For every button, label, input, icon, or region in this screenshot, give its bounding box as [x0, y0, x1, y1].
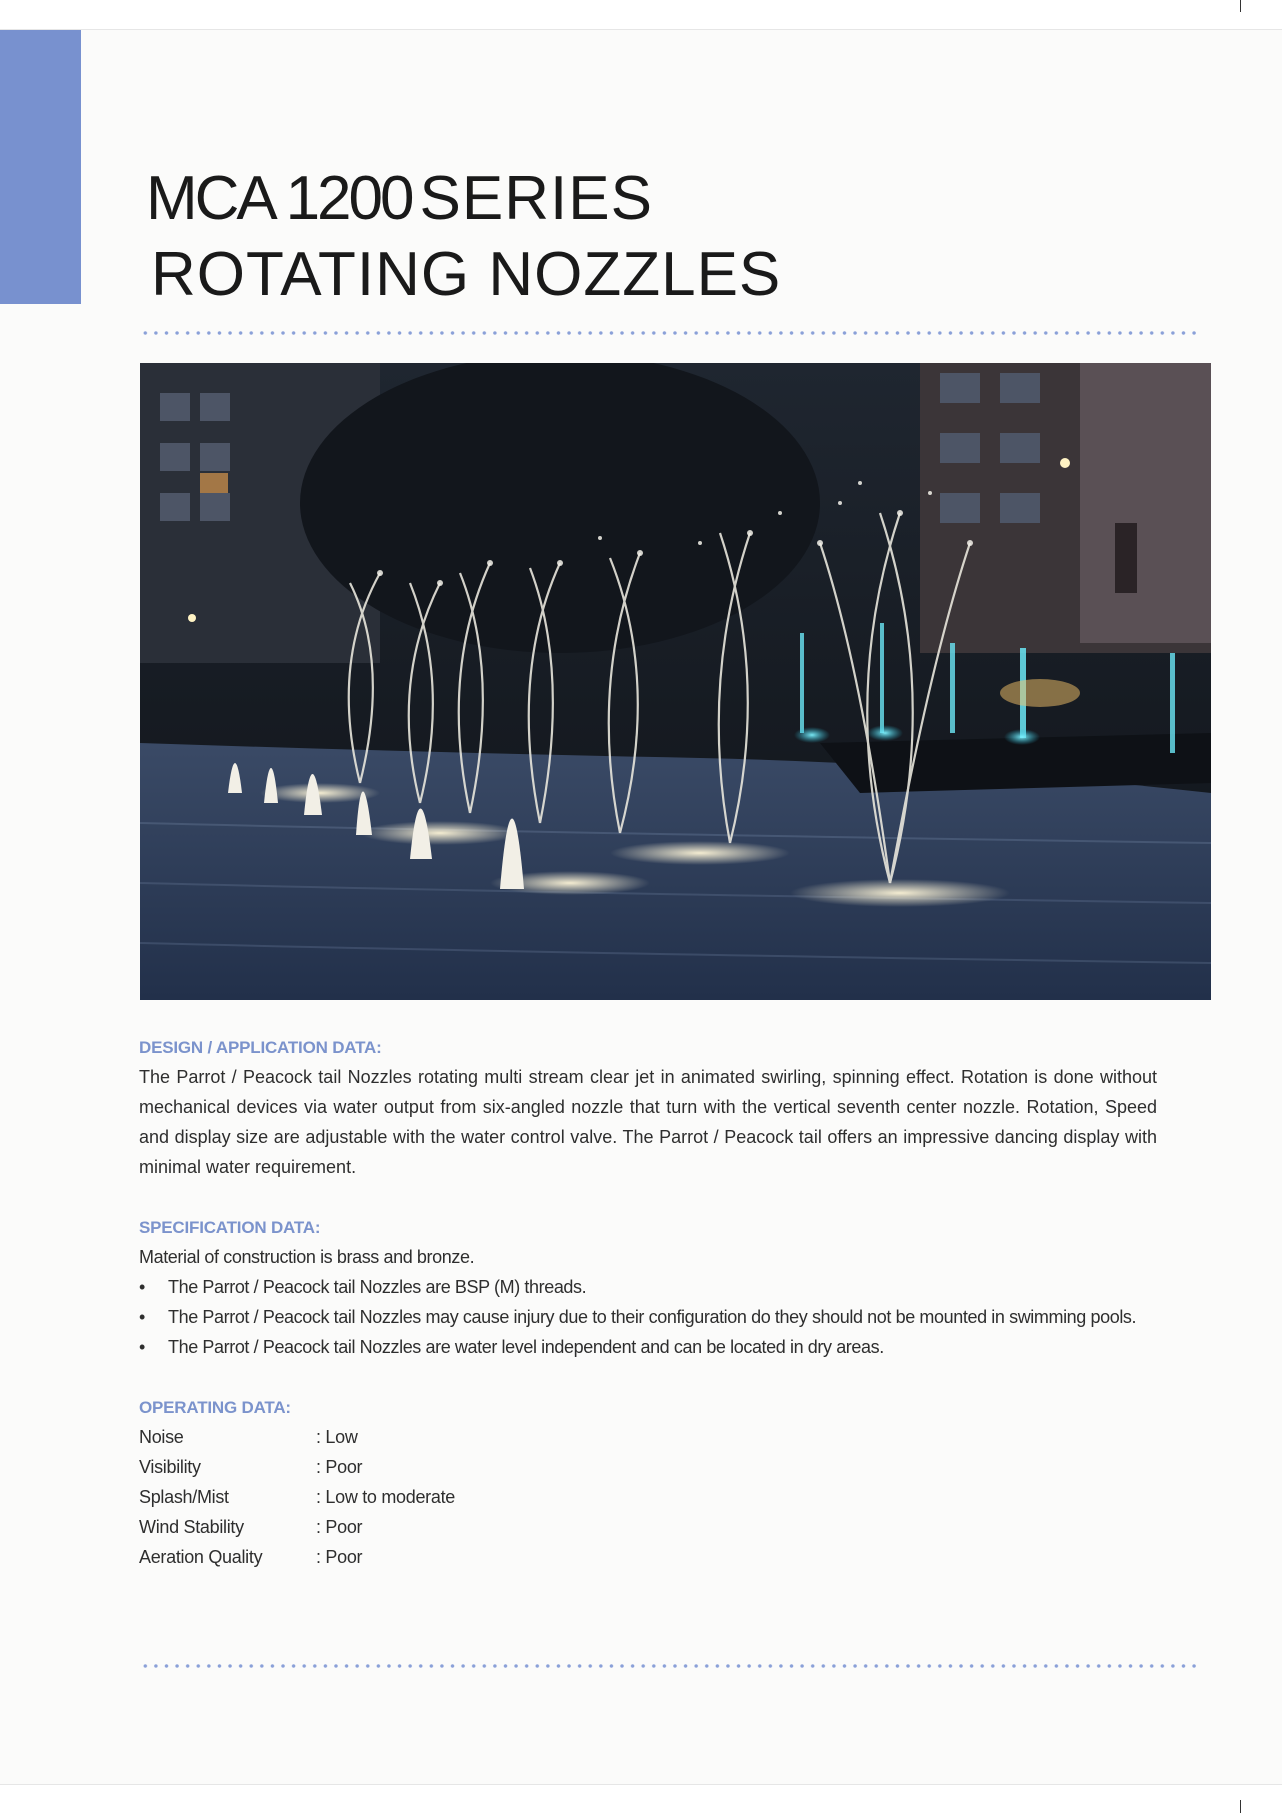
list-item — [139, 1302, 1157, 1332]
dotted-divider-top — [140, 331, 1196, 335]
design-section — [139, 1038, 1157, 1182]
operating-heading: OPERATING DATA: — [139, 1398, 291, 1417]
design-heading: DESIGN / APPLICATION DATA: — [139, 1038, 382, 1057]
dotted-divider-bottom — [140, 1664, 1200, 1668]
operating-row — [139, 1422, 1157, 1452]
specification-section — [139, 1218, 1157, 1362]
bullet-glyph: • — [139, 1277, 145, 1297]
operating-label: Noise — [139, 1427, 184, 1447]
list-item — [139, 1272, 1157, 1302]
operating-row — [139, 1482, 1157, 1512]
accent-bar — [0, 30, 81, 304]
operating-row — [139, 1512, 1157, 1542]
specification-intro: Material of construction is brass and bronze. — [139, 1247, 475, 1267]
list-item-text: The Parrot / Peacock tail Nozzles are BSP (M) threads. — [168, 1277, 587, 1297]
page-trim-top — [0, 0, 1282, 30]
page-title — [146, 164, 782, 309]
specification-heading: SPECIFICATION DATA: — [139, 1218, 321, 1237]
operating-label: Wind Stability — [139, 1517, 244, 1537]
operating-value: : Low — [316, 1427, 358, 1447]
operating-value: : Poor — [316, 1517, 363, 1537]
crop-mark-bottom — [1240, 1800, 1241, 1813]
operating-row — [139, 1452, 1157, 1482]
list-item — [139, 1332, 1157, 1362]
page-trim-bottom — [0, 1784, 1282, 1814]
title-model: MCA 1200 — [146, 164, 412, 233]
list-item-text: The Parrot / Peacock tail Nozzles are water level independent and can be located in dry areas. — [168, 1337, 884, 1357]
bullet-glyph: • — [139, 1337, 145, 1357]
operating-section — [139, 1398, 1157, 1572]
title-line-1 — [146, 164, 781, 233]
operating-value: : Poor — [316, 1457, 363, 1477]
list-item-text: The Parrot / Peacock tail Nozzles may cause injury due to their configuration do they should not be mounted in swimming pools. — [168, 1307, 1137, 1327]
operating-label: Visibility — [139, 1457, 201, 1477]
specification-list — [139, 1272, 1157, 1362]
title-line-2: ROTATING NOZZLES — [151, 240, 782, 309]
design-body: The Parrot / Peacock tail Nozzles rotating multi stream clear jet in animated swirling, spinning effect. Rotation is done without mechanical devices via water output from six-angled nozzle that turn with the vertical seventh center nozzle. Rotation, Speed and display size are adjustable with the water control valve. The Parrot / Peacock tail offers an impressive dancing display with minimal water requirement. — [139, 1067, 1157, 1177]
operating-value: : Poor — [316, 1547, 363, 1567]
crop-mark-top — [1240, 0, 1241, 12]
title-series: SERIES — [419, 164, 653, 233]
operating-value: : Low to moderate — [316, 1487, 455, 1507]
fountain-photo — [140, 363, 1211, 1000]
operating-row — [139, 1542, 1157, 1572]
bullet-glyph: • — [139, 1307, 145, 1327]
operating-label: Aeration Quality — [139, 1547, 263, 1567]
operating-label: Splash/Mist — [139, 1487, 229, 1507]
